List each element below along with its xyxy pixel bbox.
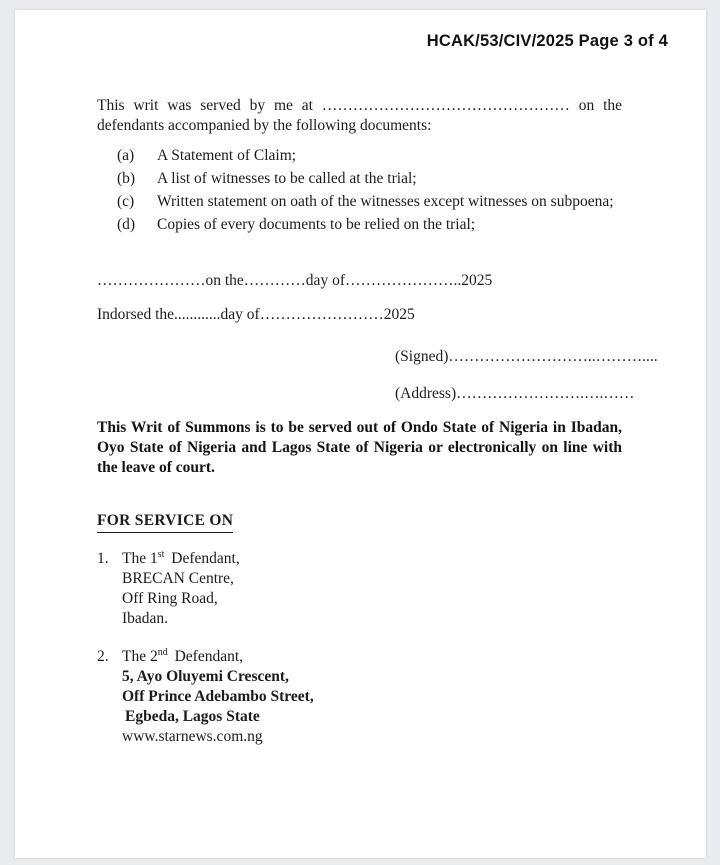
for-service-on-section (97, 478, 622, 533)
list-item-label: (c) (117, 193, 135, 210)
for-service-on-heading: FOR SERVICE ON (97, 511, 233, 533)
ordinal-suffix: nd (157, 646, 168, 658)
list-item-text: A list of witnesses to be called at the trial; (157, 170, 417, 187)
defendant-2-address-line: Off Prince Adebambo Street, (122, 688, 314, 705)
defendant-1-address-block (97, 549, 622, 629)
defendant-1-address-line: Off Ring Road, (122, 590, 218, 607)
defendant-1-number: 1. (97, 550, 109, 567)
defendant-title-rest: Defendant, (170, 648, 244, 665)
signed-blank-line: (Signed)………………………..……….... (395, 348, 658, 365)
document-page (15, 10, 706, 858)
list-item-text: Copies of every documents to be relied on the trial; (157, 216, 476, 233)
ordinal-suffix: st (157, 548, 165, 560)
list-item-label: (b) (117, 170, 136, 187)
defendant-title-prefix: The 1 (122, 550, 158, 567)
list-item (97, 215, 622, 235)
case-reference-and-page-number: HCAK/53/CIV/2025 Page 3 of 4 (426, 32, 668, 50)
defendant-1-lines (122, 549, 240, 629)
defendant-2-address-line: 5, Ayo Oluyemi Crescent, (122, 668, 289, 685)
defendant-2-website-line: www.starnews.com.ng (122, 728, 263, 745)
document-content (15, 96, 706, 747)
writ-served-paragraph: This writ was served by me at ………………………………………… on the defendants accompanied by the following documents: (97, 97, 622, 134)
service-out-of-state-note: This Writ of Summons is to be served out of Ondo State of Nigeria in Ibadan, Oyo State of Nigeria and Lagos State of Nigeria or electronically on line with the leave of court. (97, 419, 622, 476)
defendant-2-address-line: Egbeda, Lagos State (125, 708, 260, 725)
list-item-label: (d) (117, 216, 136, 233)
defendant-title-rest: Defendant, (167, 550, 240, 567)
defendant-1-address-line: BRECAN Centre, (122, 570, 234, 587)
list-item (97, 192, 622, 212)
defendant-title-prefix: The 2 (122, 648, 158, 665)
accompanying-documents-list (97, 146, 622, 235)
list-item (97, 169, 622, 189)
list-item-text: A Statement of Claim; (157, 147, 297, 164)
defendant-1-address-line: Ibadan. (122, 610, 169, 627)
served-date-blank-line: …………………on the…………day of…………………..2025 (97, 272, 493, 289)
indorsed-date-blank-line: Indorsed the............day of……………………2025 (97, 306, 415, 323)
signature-block (395, 347, 658, 404)
list-item (97, 146, 622, 166)
address-blank-line: (Address)…………………….….…… (395, 385, 635, 402)
defendant-2-title (122, 647, 314, 667)
defendant-1-title (122, 549, 240, 569)
list-item-label: (a) (117, 147, 135, 164)
page-header (15, 32, 668, 51)
list-item-text: Written statement on oath of the witnesses except witnesses on subpoena; (157, 193, 614, 210)
defendant-2-address-block (97, 647, 622, 747)
defendant-2-lines (122, 647, 314, 747)
defendant-2-number: 2. (97, 648, 109, 665)
